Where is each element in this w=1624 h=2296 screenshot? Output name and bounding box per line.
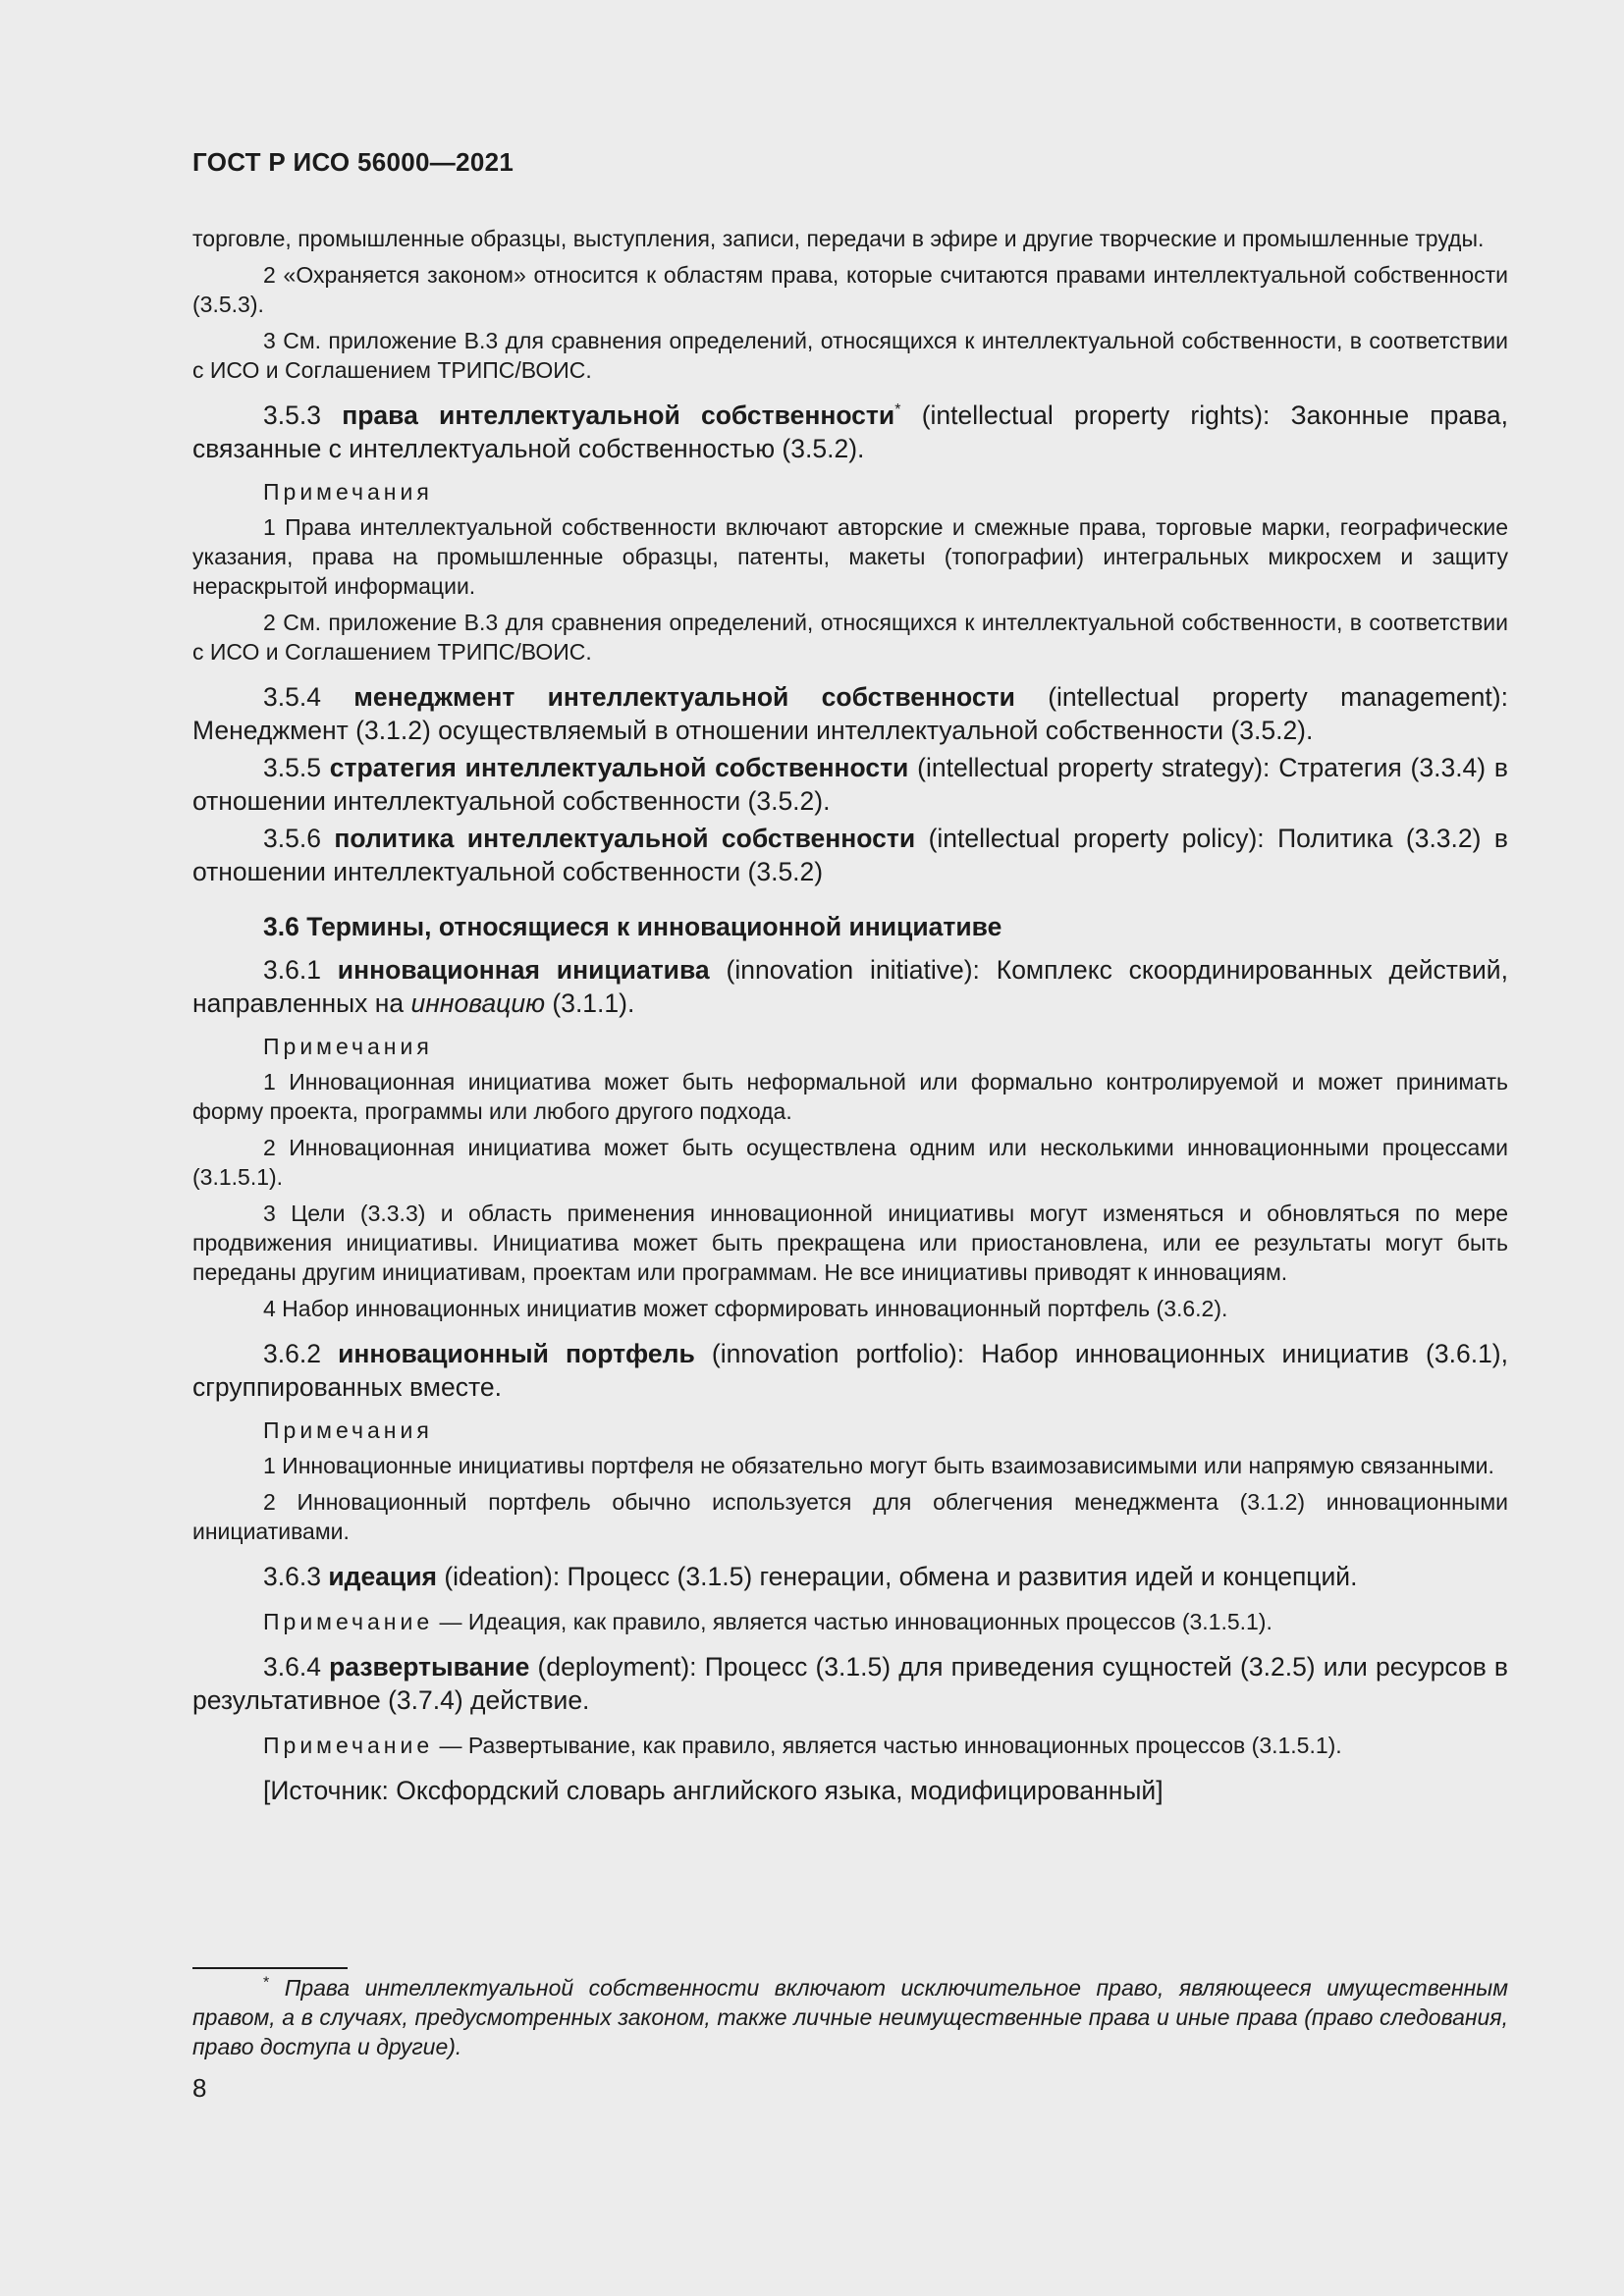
term-title: развертывание xyxy=(329,1652,530,1682)
note-paragraph: 2 «Охраняется законом» относится к областям права, которые считаются правами интеллектуальной собственности (3.5.3). xyxy=(192,262,1508,317)
note-paragraph: 1 Инновационная инициатива может быть неформальной или формально контролируемой и может принимать форму проекта, программы или любого другого подхода. xyxy=(192,1069,1508,1124)
notes-label: Примечания xyxy=(263,1034,433,1059)
note-text: — Развертывание, как правило, является частью инновационных процессов (3.1.5.1). xyxy=(439,1733,1342,1758)
term-definition: (intellectual property strategy): Стратегия (3.3.4) в отношении интеллектуальной собственности (3.5.2). xyxy=(192,753,1508,816)
footnote-marker: * xyxy=(894,401,901,419)
note-paragraph: 2 Инновационная инициатива может быть осуществлена одним или несколькими инновационными процессами (3.1.5.1). xyxy=(192,1135,1508,1190)
term-title: инновационный портфель xyxy=(338,1339,695,1368)
page-number: 8 xyxy=(192,2073,207,2103)
term-number: 3.5.5 xyxy=(263,753,321,782)
term-definition: (innovation portfolio): Набор инновационных инициатив (3.6.1), сгруппированных вместе. xyxy=(192,1339,1508,1402)
term-definition: (intellectual property rights): Законные права, связанные с интеллектуальной собственностью (3.5.2). xyxy=(192,400,1509,463)
term-3-6-4 xyxy=(192,1650,1508,1717)
single-note xyxy=(192,1607,1508,1636)
note-paragraph: 3 См. приложение В.3 для сравнения определений, относящихся к интеллектуальной собственности, в соответствии с ИСО и Соглашением ТРИПС/ВОИС. xyxy=(192,328,1508,383)
term-number: 3.6.1 xyxy=(263,955,321,985)
term-3-5-3 xyxy=(192,399,1508,465)
footnote-marker: * xyxy=(263,1974,270,1992)
note-label: Примечание xyxy=(263,1609,434,1634)
term-definition: (deployment): Процесс (3.1.5) для приведения сущностей (3.2.5) или ресурсов в результативное (3.7.4) действие. xyxy=(192,1652,1508,1715)
note-paragraph: 1 Инновационные инициативы портфеля не обязательно могут быть взаимозависимыми или напрямую связанными. xyxy=(263,1453,1494,1478)
single-note xyxy=(192,1731,1508,1760)
term-title: политика интеллектуальной собственности xyxy=(334,824,916,853)
note-text: — Идеация, как правило, является частью инновационных процессов (3.1.5.1). xyxy=(439,1609,1272,1634)
term-number: 3.5.3 xyxy=(263,400,321,430)
note-paragraph: 2 Инновационный портфель обычно используется для облегчения менеджмента (3.1.2) инновационными инициативами. xyxy=(192,1489,1508,1544)
term-title: идеация xyxy=(328,1562,437,1591)
note-label: Примечание xyxy=(263,1733,434,1758)
term-number: 3.6.2 xyxy=(263,1339,321,1368)
term-reference: инновацию xyxy=(410,988,545,1018)
term-3-6-3 xyxy=(192,1560,1508,1593)
term-reference-number: (3.1.1). xyxy=(552,988,635,1018)
page-content xyxy=(192,224,1508,1811)
term-definition: (innovation initiative): Комплекс скоординированных действий, направленных на xyxy=(192,955,1508,1018)
term-title: менеджмент интеллектуальной собственности xyxy=(353,682,1015,712)
term-3-5-5 xyxy=(192,751,1508,818)
term-number: 3.6.3 xyxy=(263,1562,321,1591)
footnote-text: Права интеллектуальной собственности включают исключительное право, являющееся имущественным правом, а в случаях, предусмотренных законом, также личные неимущественные права и иные права (право следования, право доступа и другие). xyxy=(192,1975,1508,2059)
footnote xyxy=(192,1973,1508,2061)
term-title: права интеллектуальной собственности xyxy=(342,400,895,430)
term-number: 3.6.4 xyxy=(263,1652,321,1682)
continued-paragraph: торговле, промышленные образцы, выступления, записи, передачи в эфире и другие творческие и промышленные труды. xyxy=(192,226,1485,251)
notes-label: Примечания xyxy=(263,1417,433,1443)
term-definition: (intellectual property management): Менеджмент (3.1.2) осуществляемый в отношении интеллектуальной собственности (3.5.2). xyxy=(192,682,1508,745)
note-paragraph: 3 Цели (3.3.3) и область применения инновационной инициативы могут изменяться и обновляться по мере продвижения инициативы. Инициатива может быть прекращена или приостановлена, или ее результаты могут быть переданы другим инициативам, проектам или программам. Не все инициативы приводят к инновациям. xyxy=(192,1201,1508,1285)
term-3-6-2 xyxy=(192,1337,1508,1404)
term-number: 3.5.6 xyxy=(263,824,321,853)
source-reference: [Источник: Оксфордский словарь английского языка, модифицированный] xyxy=(263,1776,1164,1805)
note-paragraph: 4 Набор инновационных инициатив может сформировать инновационный портфель (3.6.2). xyxy=(263,1296,1228,1321)
note-paragraph: 1 Права интеллектуальной собственности включают авторские и смежные права, торговые марки, географические указания, права на промышленные образцы, патенты, макеты (топографии) интегральных микросхем и защиту нераскрытой информации. xyxy=(192,514,1508,599)
term-definition: (intellectual property policy): Политика (3.3.2) в отношении интеллектуальной собственности (3.5.2) xyxy=(192,824,1508,886)
term-definition: (ideation): Процесс (3.1.5) генерации, обмена и развития идей и концепций. xyxy=(444,1562,1358,1591)
term-number: 3.5.4 xyxy=(263,682,321,712)
page-header: ГОСТ Р ИСО 56000—2021 xyxy=(192,147,514,177)
term-3-5-4 xyxy=(192,680,1508,747)
notes-label: Примечания xyxy=(263,479,433,505)
footnote-divider xyxy=(192,1967,348,1969)
term-3-5-6 xyxy=(192,822,1508,888)
term-3-6-1 xyxy=(192,953,1508,1020)
note-paragraph: 2 См. приложение В.3 для сравнения определений, относящихся к интеллектуальной собственности, в соответствии с ИСО и Соглашением ТРИПС/ВОИС. xyxy=(192,610,1508,665)
term-title: стратегия интеллектуальной собственности xyxy=(329,753,909,782)
section-heading: 3.6 Термины, относящиеся к инновационной инициативе xyxy=(263,912,1002,941)
term-title: инновационная инициатива xyxy=(337,955,710,985)
